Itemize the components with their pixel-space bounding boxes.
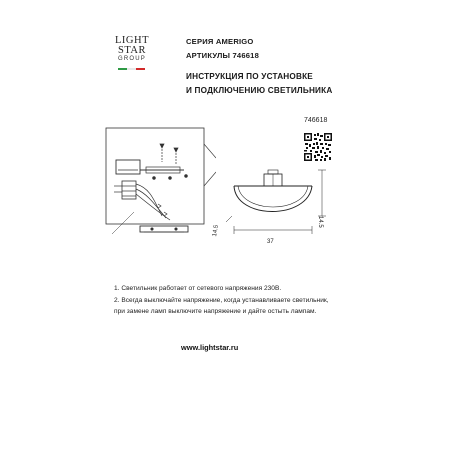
dimension-depth-label: 14.5 <box>212 224 220 238</box>
series-heading: СЕРИЯ AMERIGO <box>186 37 254 46</box>
note-safety-line2: при замене ламп выключите напряжение и дайте остыть лампам. <box>114 308 317 315</box>
articles-heading: АРТИКУЛЫ 746618 <box>186 51 260 60</box>
qr-code-icon <box>304 133 332 161</box>
logo-text-star: STAR <box>118 45 146 56</box>
product-dimension-drawing <box>226 168 336 260</box>
instruction-title-line2: И ПОДКЛЮЧЕНИЮ СВЕТИЛЬНИКА <box>186 86 333 95</box>
installation-drawing <box>104 126 216 256</box>
note-safety-line1: 2. Всегда выключайте напряжение, когда устанавливаете светильник, <box>114 297 329 304</box>
dimension-width-label: 37 <box>267 239 274 245</box>
website-url: www.lightstar.ru <box>181 343 239 352</box>
article-code-label: 746618 <box>304 117 328 124</box>
instruction-title-line1: ИНСТРУКЦИЯ ПО УСТАНОВКЕ <box>186 72 313 81</box>
italian-flag-stripe <box>118 68 145 70</box>
lightstar-logo <box>108 36 156 63</box>
logo-text-group: GROUP <box>117 56 146 62</box>
note-voltage: 1. Светильник работает от сетевого напряжения 230В. <box>114 285 282 292</box>
logo-text-light: LIGHT <box>115 35 149 46</box>
dimension-height-label: 14.5 <box>317 216 323 228</box>
